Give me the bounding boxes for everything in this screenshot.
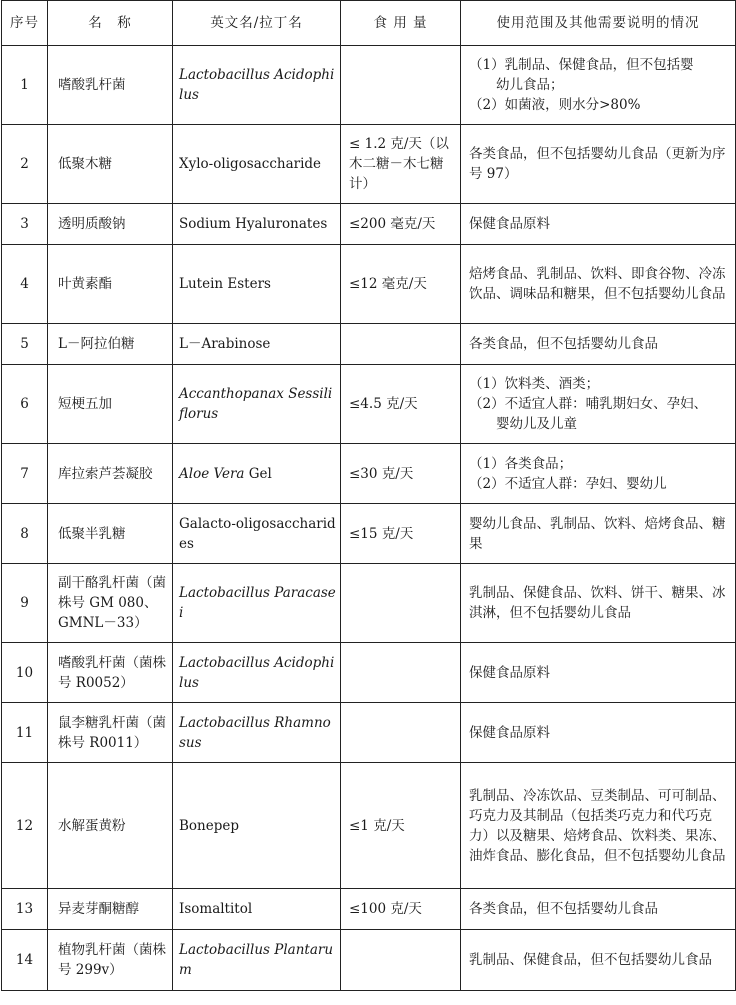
usage-line: 保健食品原料 [469,216,550,232]
latin-name: Isomaltitol [173,889,341,930]
header-name: 名 称 [48,1,173,46]
latin-name [173,444,341,504]
usage-line: 保健食品原料 [469,724,550,741]
latin-name: Xylo-oligosaccharide [173,125,341,204]
table-row [2,504,736,564]
usage-scope [461,504,736,564]
row-index: 4 [2,245,48,324]
latin-name: Lutein Esters [173,245,341,324]
table-row [2,46,736,125]
usage-scope [461,763,736,889]
table-row [2,245,736,324]
ingredient-name: 植物乳杆菌（菌株号 299v） [48,930,173,991]
usage-scope [461,245,736,324]
usage-scope [461,889,736,930]
usage-scope [461,324,736,365]
dosage: ≤1 克/天 [341,763,461,889]
usage-scope [461,564,736,643]
usage-line: （2）如菌液，则水分>80% [469,97,641,113]
ingredient-name: 水解蛋黄粉 [48,763,173,889]
dosage [341,46,461,125]
food-ingredient-table [1,0,736,991]
ingredient-name: 低聚木糖 [48,125,173,204]
latin-name-suffix: Gel [244,465,272,482]
usage-line: 婴幼儿及儿童 [469,416,577,432]
row-index: 11 [2,703,48,763]
latin-name: Lactobacillus Rhamnosus [173,703,341,763]
usage-line: 婴幼儿食品、乳制品、饮料、焙烤食品、糖果 [469,515,726,552]
ingredient-name: 库拉索芦荟凝胶 [48,444,173,504]
usage-line: （1）各类食品； [469,455,573,472]
latin-name: L－Arabinose [173,324,341,365]
table-body [2,46,736,991]
table-row [2,763,736,889]
latin-name: Accanthopanax Sessiliflorus [173,365,341,444]
row-index: 7 [2,444,48,504]
usage-scope [461,703,736,763]
usage-line: 乳制品、保健食品、饮料、饼干、糖果、冰淇淋，但不包括婴幼儿食品 [469,585,726,621]
row-index: 12 [2,763,48,889]
table-row [2,703,736,763]
ingredient-name: 鼠李糖乳杆菌（菌株号 R0011） [48,703,173,763]
usage-line: 各类食品，但不包括婴幼儿食品 [469,901,658,917]
dosage [341,564,461,643]
usage-scope [461,46,736,125]
usage-scope [461,930,736,991]
dosage: ≤ 1.2 克/天（以木二糖－木七糖计） [341,125,461,204]
table-header [2,1,736,46]
dosage: ≤12 毫克/天 [341,245,461,324]
dosage: ≤30 克/天 [341,444,461,504]
ingredient-name: 叶黄素酯 [48,245,173,324]
latin-name: Sodium Hyaluronates [173,204,341,245]
usage-line: （2）不适宜人群：哺乳期妇女、孕妇、 [469,396,708,412]
ingredient-name: 副干酪乳杆菌（菌株号 GM 080、GMNL－33） [48,564,173,643]
ingredient-name: 嗜酸乳杆菌 [48,46,173,125]
ingredient-name: 低聚半乳糖 [48,504,173,564]
usage-line: 各类食品，但不包括婴幼儿食品 [469,336,658,352]
table-row [2,643,736,703]
table-row [2,444,736,504]
usage-scope [461,444,736,504]
dosage: ≤200 毫克/天 [341,204,461,245]
table-row [2,930,736,991]
header-dosage: 食 用 量 [341,1,461,46]
ingredient-name: 短梗五加 [48,365,173,444]
row-index: 8 [2,504,48,564]
row-index: 1 [2,46,48,125]
header-usage: 使用范围及其他需要说明的情况 [461,1,736,46]
header-row [2,1,736,46]
dosage [341,643,461,703]
latin-name: Lactobacillus Acidophilus [173,46,341,125]
usage-line: 焙烤食品、乳制品、饮料、即食谷物、冷冻饮品、调味品和糖果，但不包括婴幼儿食品 [469,266,726,302]
usage-line: 各类食品，但不包括婴幼儿食品（更新为序号 97） [469,146,726,182]
table-row [2,889,736,930]
usage-scope [461,125,736,204]
table-row [2,204,736,245]
ingredient-name: L－阿拉伯糖 [48,324,173,365]
dosage: ≤100 克/天 [341,889,461,930]
row-index: 10 [2,643,48,703]
row-index: 6 [2,365,48,444]
latin-name-italic: Aloe Vera [179,465,245,482]
usage-line: （2）不适宜人群：孕妇、婴幼儿 [469,475,667,492]
latin-name: Lactobacillus Paracasei [173,564,341,643]
dosage [341,703,461,763]
ingredient-name: 嗜酸乳杆菌（菌株号 R0052） [48,643,173,703]
latin-name: Lactobacillus Plantarum [173,930,341,991]
ingredient-name: 透明质酸钠 [48,204,173,245]
table-row [2,125,736,204]
usage-line: 幼儿食品； [469,77,564,93]
table-row [2,324,736,365]
header-latin: 英文名/拉丁名 [173,1,341,46]
header-index: 序号 [2,1,48,46]
usage-scope [461,643,736,703]
usage-line: 乳制品、保健食品，但不包括婴幼儿食品 [469,952,712,968]
latin-name: Bonepep [173,763,341,889]
usage-line: 乳制品、冷冻饮品、豆类制品、可可制品、巧克力及其制品（包括类巧克力和代巧克力）以及糖果、焙烤食品、饮料类、果冻、油炸食品、膨化食品，但不包括婴幼儿食品 [469,787,726,864]
latin-name: Lactobacillus Acidophilus [173,643,341,703]
dosage: ≤15 克/天 [341,504,461,564]
dosage: ≤4.5 克/天 [341,365,461,444]
row-index: 9 [2,564,48,643]
table-row [2,564,736,643]
usage-scope [461,204,736,245]
ingredient-name: 异麦芽酮糖醇 [48,889,173,930]
row-index: 14 [2,930,48,991]
latin-name: Galacto-oligosaccharides [173,504,341,564]
dosage [341,324,461,365]
row-index: 3 [2,204,48,245]
usage-line: （1）饮料类、酒类； [469,376,600,392]
row-index: 2 [2,125,48,204]
usage-scope [461,365,736,444]
dosage [341,930,461,991]
usage-line: （1）乳制品、保健食品，但不包括婴 [469,57,694,73]
usage-line: 保健食品原料 [469,664,550,681]
table-row [2,365,736,444]
row-index: 5 [2,324,48,365]
row-index: 13 [2,889,48,930]
